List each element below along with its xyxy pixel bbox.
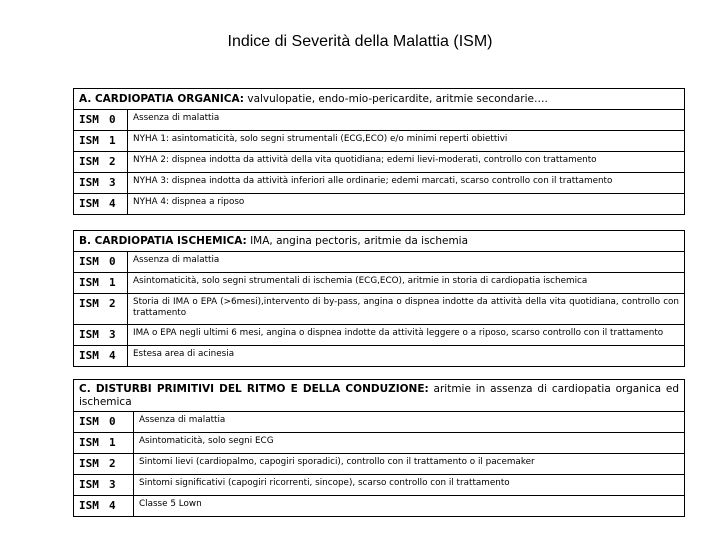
table-row xyxy=(74,346,685,367)
section-c xyxy=(73,379,685,517)
section-b xyxy=(73,230,685,367)
ism-description: NYHA 1: asintomaticità, solo segni strumentali (ECG,ECO) e/o minimi reperti obiettivi xyxy=(128,131,685,152)
ism-description: Sintomi significativi (capogiri ricorrenti, sincope), scarso controllo con il trattamento xyxy=(134,475,685,496)
ism-level-cell: ISM 2 xyxy=(74,152,128,173)
table-row xyxy=(74,110,685,131)
table-row xyxy=(74,194,685,215)
ism-level-cell: ISM 0 xyxy=(74,110,128,131)
ism-description: NYHA 4: dispnea a riposo xyxy=(128,194,685,215)
ism-description: Asintomaticità, solo segni ECG xyxy=(134,433,685,454)
table-row xyxy=(74,496,685,517)
section-c-table xyxy=(73,411,685,517)
table-row xyxy=(74,325,685,346)
table-row xyxy=(74,131,685,152)
ism-level-cell: ISM 1 xyxy=(74,131,128,152)
ism-description: Assenza di malattia xyxy=(128,252,685,273)
ism-description: Estesa area di acinesia xyxy=(128,346,685,367)
table-row xyxy=(74,273,685,294)
section-b-heading-rest: IMA, angina pectoris, aritmie da ischemia xyxy=(246,235,469,247)
ism-description: Sintomi lievi (cardiopalmo, capogiri sporadici), controllo con il trattamento o il pacemaker xyxy=(134,454,685,475)
ism-description: IMA o EPA negli ultimi 6 mesi, angina o dispnea indotte da attività leggere o a riposo, scarso controllo con il trattamento xyxy=(128,325,685,346)
ism-level-cell: ISM 4 xyxy=(74,496,134,517)
section-a-header xyxy=(73,88,685,109)
ism-level-cell: ISM 3 xyxy=(74,173,128,194)
ism-description: Assenza di malattia xyxy=(128,110,685,131)
ism-level-cell: ISM 0 xyxy=(74,252,128,273)
ism-description: Asintomaticità, solo segni strumentali di ischemia (ECG,ECO), aritmie in storia di cardiopatia ischemica xyxy=(128,273,685,294)
ism-level-cell: ISM 2 xyxy=(74,454,134,475)
table-row xyxy=(74,252,685,273)
page-title: Indice di Severità della Malattia (ISM) xyxy=(227,33,493,50)
section-c-header xyxy=(73,379,685,411)
section-b-table xyxy=(73,251,685,367)
section-a-heading-rest: valvulopatie, endo-mio-pericardite, aritmie secondarie…. xyxy=(244,93,548,105)
table-row xyxy=(74,475,685,496)
table-row xyxy=(74,454,685,475)
section-c-heading-rest: aritmie in assenza di cardiopatia organica ed ischemica xyxy=(79,383,679,408)
table-row xyxy=(74,294,685,325)
ism-description: NYHA 2: dispnea indotta da attività della vita quotidiana; edemi lievi-moderati, controllo con trattamento xyxy=(128,152,685,173)
section-b-header xyxy=(73,230,685,251)
ism-description: NYHA 3: dispnea indotta da attività inferiori alle ordinarie; edemi marcati, scarso controllo con il trattamento xyxy=(128,173,685,194)
table-row xyxy=(74,152,685,173)
ism-level-cell: ISM 1 xyxy=(74,433,134,454)
section-c-heading-bold: C. DISTURBI PRIMITIVI DEL RITMO E DELLA CONDUZIONE: xyxy=(79,383,429,395)
table-row xyxy=(74,173,685,194)
ism-level-cell: ISM 2 xyxy=(74,294,128,325)
ism-level-cell: ISM 1 xyxy=(74,273,128,294)
section-a-heading-bold: A. CARDIOPATIA ORGANICA: xyxy=(79,93,245,105)
ism-level-cell: ISM 0 xyxy=(74,412,134,433)
ism-level-cell: ISM 4 xyxy=(74,346,128,367)
section-b-heading-bold: B. CARDIOPATIA ISCHEMICA: xyxy=(79,235,247,247)
ism-description: Classe 5 Lown xyxy=(134,496,685,517)
ism-description: Storia di IMA o EPA (>6mesi),intervento di by-pass, angina o dispnea indotte da attività della vita quotidiana, controllo con trattamento xyxy=(128,294,685,325)
section-a xyxy=(73,88,685,215)
ism-level-cell: ISM 4 xyxy=(74,194,128,215)
table-row xyxy=(74,412,685,433)
table-row xyxy=(74,433,685,454)
section-a-table xyxy=(73,109,685,215)
ism-description: Assenza di malattia xyxy=(134,412,685,433)
ism-level-cell: ISM 3 xyxy=(74,325,128,346)
ism-level-cell: ISM 3 xyxy=(74,475,134,496)
